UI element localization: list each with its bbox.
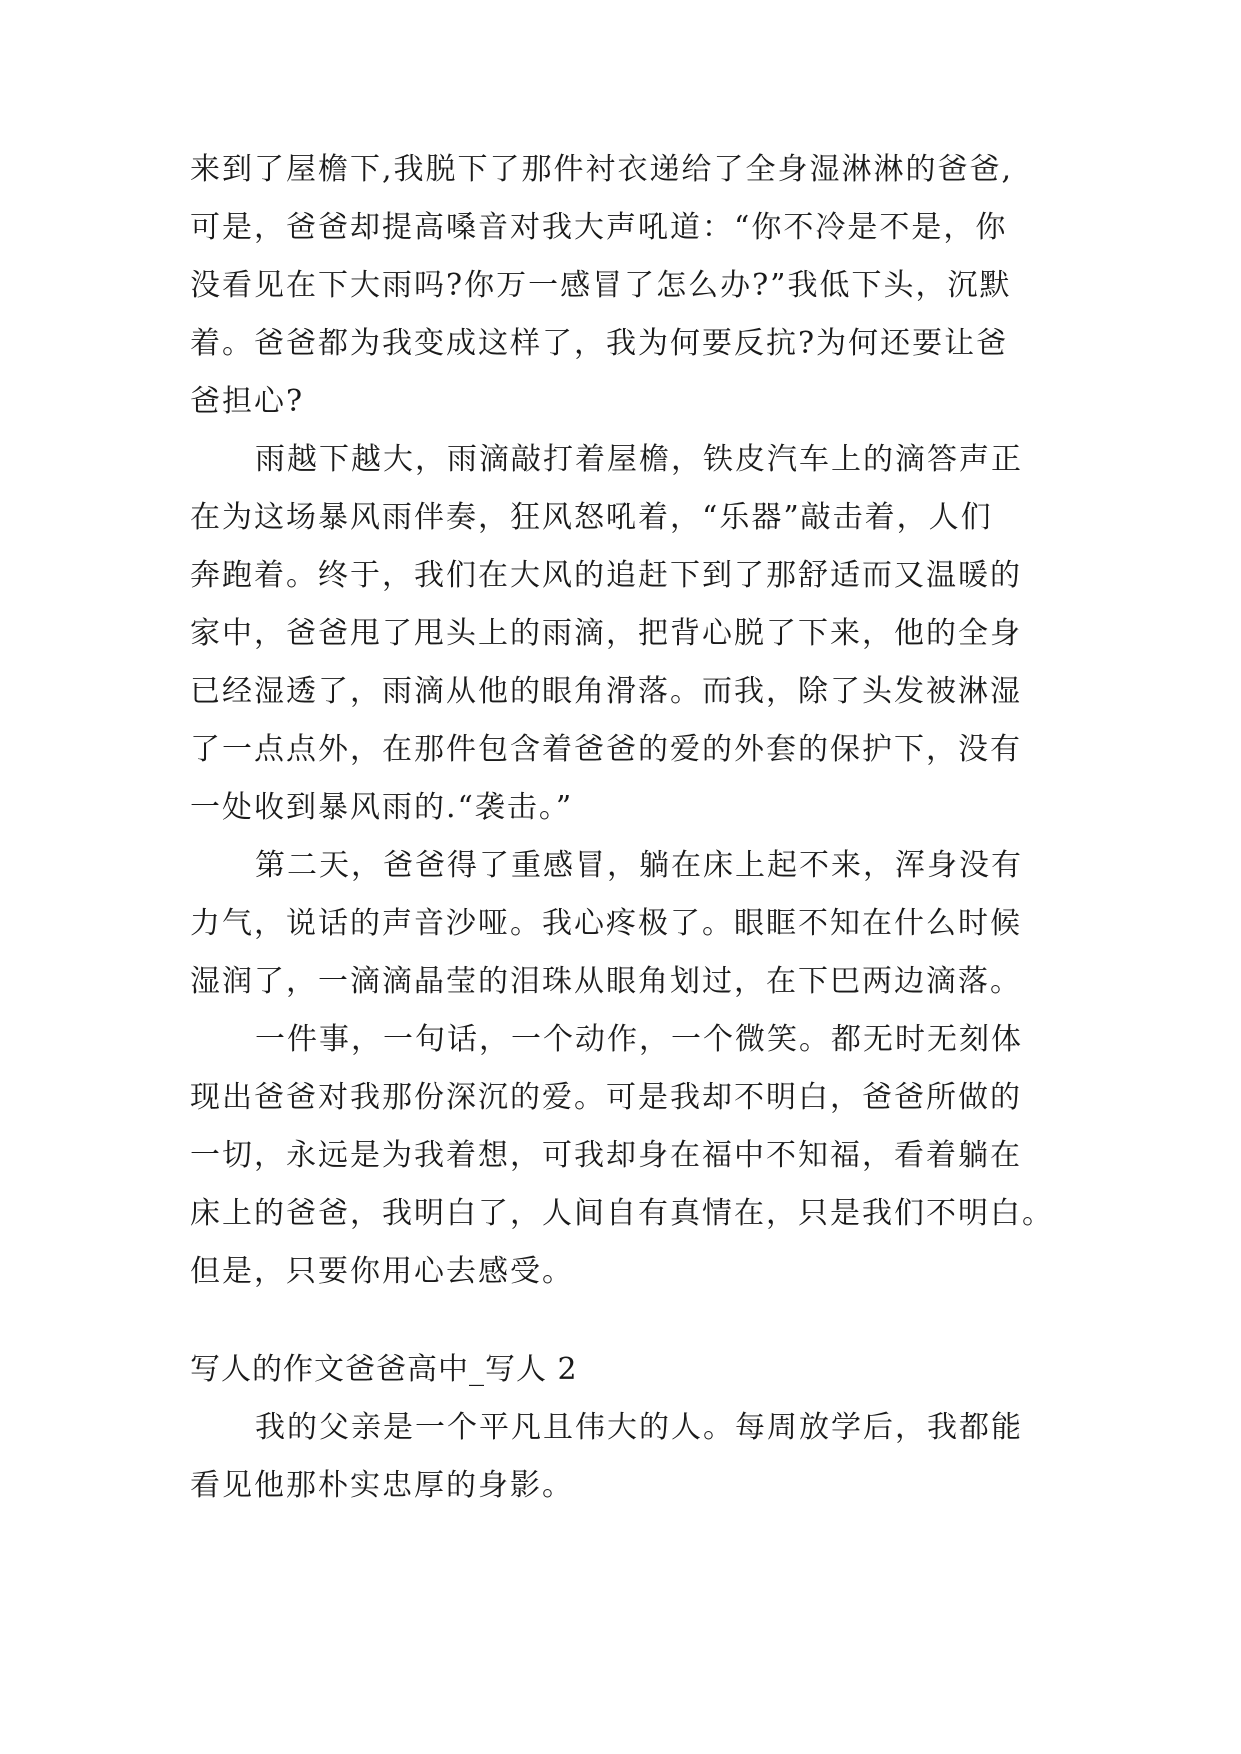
text-line: 没看见在下大雨吗?你万一感冒了怎么办?”我低下头，沉默	[190, 268, 1012, 303]
text-line: 一处收到暴风雨的.“袭击。”	[190, 790, 574, 825]
text-line: 可是，爸爸却提高嗓音对我大声吼道：“你不冷是不是，你	[190, 210, 1008, 245]
text-line: 来到了屋檐下,我脱下了那件衬衣递给了全身湿淋淋的爸爸,	[190, 152, 1014, 187]
text-line: 在为这场暴风雨伴奏，狂风怒吼着，“乐器”敲击着，人们	[190, 500, 993, 535]
text-line: 湿润了，一滴滴晶莹的泪珠从眼角划过，在下巴两边滴落。	[190, 964, 1022, 999]
text-line: 现出爸爸对我那份深沉的爱。可是我却不明白，爸爸所做的	[190, 1080, 1022, 1115]
text-line: 一件事，一句话，一个动作，一个微笑。都无时无刻体	[255, 1022, 1023, 1057]
text-line: 床上的爸爸，我明白了，人间自有真情在，只是我们不明白。	[190, 1196, 1054, 1231]
text-line: 奔跑着。终于，我们在大风的追赶下到了那舒适而又温暖的	[190, 558, 1022, 593]
text-line: 了一点点外，在那件包含着爸爸的爱的外套的保护下，没有	[190, 732, 1022, 767]
text-line: 第二天，爸爸得了重感冒，躺在床上起不来，浑身没有	[255, 848, 1023, 883]
text-line: 看见他那朴实忠厚的身影。	[190, 1468, 574, 1503]
text-line: 爸担心?	[190, 384, 305, 419]
text-line: 家中，爸爸甩了甩头上的雨滴，把背心脱了下来，他的全身	[190, 616, 1022, 651]
section-heading: 写人的作文爸爸高中_写人 2	[190, 1352, 578, 1387]
text-line: 着。爸爸都为我变成这样了，我为何要反抗?为何还要让爸	[190, 326, 1009, 361]
text-line: 但是，只要你用心去感受。	[190, 1254, 574, 1289]
text-line: 我的父亲是一个平凡且伟大的人。每周放学后，我都能	[255, 1410, 1023, 1445]
text-line: 一切，永远是为我着想，可我却身在福中不知福，看着躺在	[190, 1138, 1022, 1173]
text-line: 雨越下越大，雨滴敲打着屋檐，铁皮汽车上的滴答声正	[255, 442, 1023, 477]
text-line: 已经湿透了，雨滴从他的眼角滑落。而我，除了头发被淋湿	[190, 674, 1022, 709]
text-line: 力气，说话的声音沙哑。我心疼极了。眼眶不知在什么时候	[190, 906, 1022, 941]
